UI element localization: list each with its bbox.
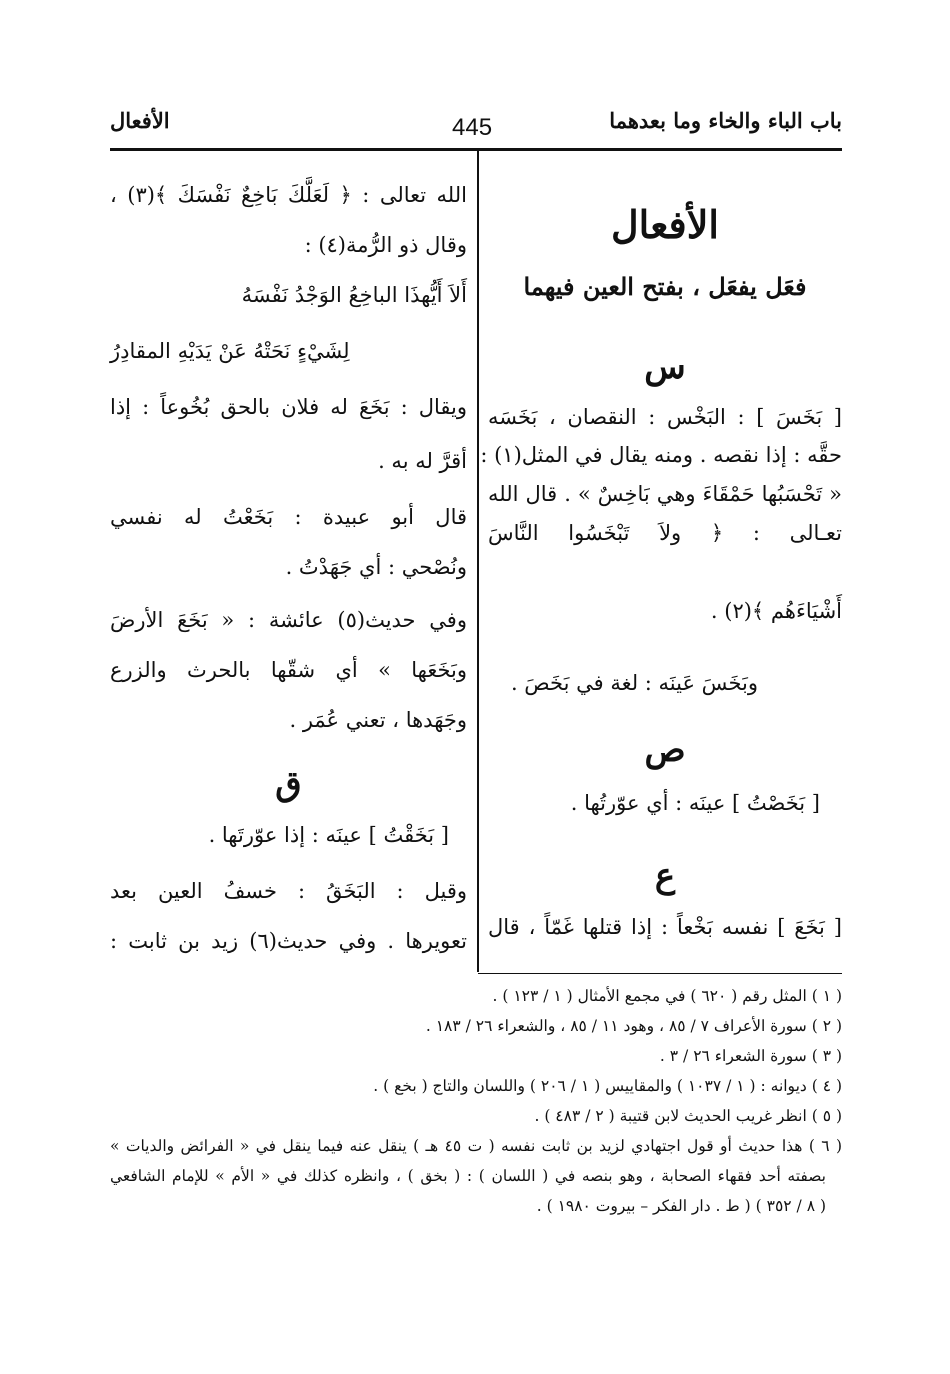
footnote: ( ٢ ) سورة الأعراف ٧ / ٨٥ ، وهود ١١ / ٨٥ ، والشعراء ٢٦ / ١٨٣ . xyxy=(425,1017,842,1035)
page-number: 445 xyxy=(452,114,493,141)
section-title: الأفعال xyxy=(110,108,170,133)
letter-heading-ayn: ع xyxy=(654,856,676,896)
text-line: أَشْيَاءَهُم ﴾(٢) . xyxy=(710,599,842,623)
footnote: ( ٤ ) ديوانه : ( ١ / ١٠٣٧ ) والمقاييس ( ١ / ٢٠٦ ) واللسان والتاج ( بخع ) . xyxy=(373,1077,842,1095)
text-line: ويقال : بَخَعَ له فلان بالحق بُخُوعاً : إذا xyxy=(110,395,467,419)
text-line: وبَخَسَ عَينَه : لغة في بَخَصَ . xyxy=(510,671,758,695)
text-line: وبَخَعَها » أي شقّها بالحرث والزرع xyxy=(110,658,467,682)
text-line: وقيل : البَخَقُ : خسفُ العين بعد xyxy=(110,879,467,903)
text-line: قال أبو عبيدة : بَخَعْتُ له نفسي xyxy=(110,505,467,529)
column-bottom-rule xyxy=(478,973,842,974)
text-line: وجَهَدها ، تعني عُمَر . xyxy=(289,708,467,732)
column-divider xyxy=(477,150,479,972)
page-header xyxy=(110,100,842,146)
text-line: [ بَخَسَ ] : البَخْس : النقصان ، بَخَسَه xyxy=(488,405,842,429)
text-line: أقرَّ له به . xyxy=(378,449,467,473)
footnotes xyxy=(110,982,842,1242)
footnote: ( ٥ ) انظر غريب الحديث لابن قتيبة ( ٢ / ٤٨٣ ) . xyxy=(534,1107,842,1125)
text-line: تعـالى : ﴿ ولاَ تَبْخَسُوا النَّاسَ xyxy=(488,521,842,545)
text-line: [ بَخَعَ ] نفسه بَخْعاً : إذا قتلها غَمّاً ، قال xyxy=(488,915,842,939)
footnote-continuation: بصفته أحد فقهاء الصحابة ، وهو بنصه في ( اللسان ) : ( بخق ) ، وانظره كذلك في « الأم » للإمام الشافعي xyxy=(110,1167,826,1185)
footnote: ( ٦ ) هذا حديث أو قول اجتهادي لزيد بن ثابت نفسه ( ت ٤٥ هـ ) ينقل عنه فيما ينقل في « الفرائض والديات » xyxy=(110,1137,842,1155)
text-line: [ بَخَصْتُ ] عينَه : أي عوّرتُها . xyxy=(570,791,820,815)
text-line: الله تعالى : ﴿ لَعَلَّكَ بَاخِعٌ نَفْسَكَ ﴾(٣) ، xyxy=(110,183,467,207)
text-line: تعويرها . وفي حديث(٦) زيد بن ثابت : xyxy=(110,929,467,953)
footnote: ( ٣ ) سورة الشعراء ٢٦ / ٣ . xyxy=(659,1047,842,1065)
sub-heading: فعَل يفعَل ، بفتح العين فيهما xyxy=(523,272,807,301)
letter-heading-s: س xyxy=(644,347,686,387)
text-line: « تَحْسَبُها حَمْقَاءَ وهي بَاخِسٌ » . قال الله xyxy=(488,482,842,506)
right-column xyxy=(480,150,842,970)
text-line: [ بَخَقْتُ ] عينَه : إذا عوّرتَها . xyxy=(208,823,449,847)
main-heading: الأفعال xyxy=(611,202,719,247)
poem-verse-1: أَلاَ أَيُّهذَا الباخِعُ الوَجْدُ نَفْسَهُ xyxy=(241,283,467,307)
footnote-continuation: ( ٨ / ٣٥٢ ) ( ط . دار الفكر – بيروت ١٩٨٠ ) . xyxy=(536,1197,826,1215)
text-line: حقَّه : إذا نقصه . ومنه يقال في المثل(١) : xyxy=(480,443,842,467)
left-column xyxy=(110,150,467,970)
letter-heading-sad: ص xyxy=(644,730,686,770)
letter-heading-qaf: ق xyxy=(275,764,302,804)
text-line: وقال ذو الرُّمة(٤) : xyxy=(304,233,467,257)
text-line: وفي حديث(٥) عائشة : « بَخَعَ الأرضَ xyxy=(110,608,467,632)
footnote: ( ١ ) المثل رقم ( ٦٢٠ ) في مجمع الأمثال ( ١ / ١٢٣ ) . xyxy=(492,987,842,1005)
text-line: ونُصْحي : أي جَهَدْتُ . xyxy=(285,555,467,579)
chapter-title: باب الباء والخاء وما بعدهما xyxy=(609,108,842,133)
poem-verse-2: لِشَيْءٍ نَحَتْهُ عَنْ يَدَيْهِ المقادِرُ xyxy=(110,339,350,363)
